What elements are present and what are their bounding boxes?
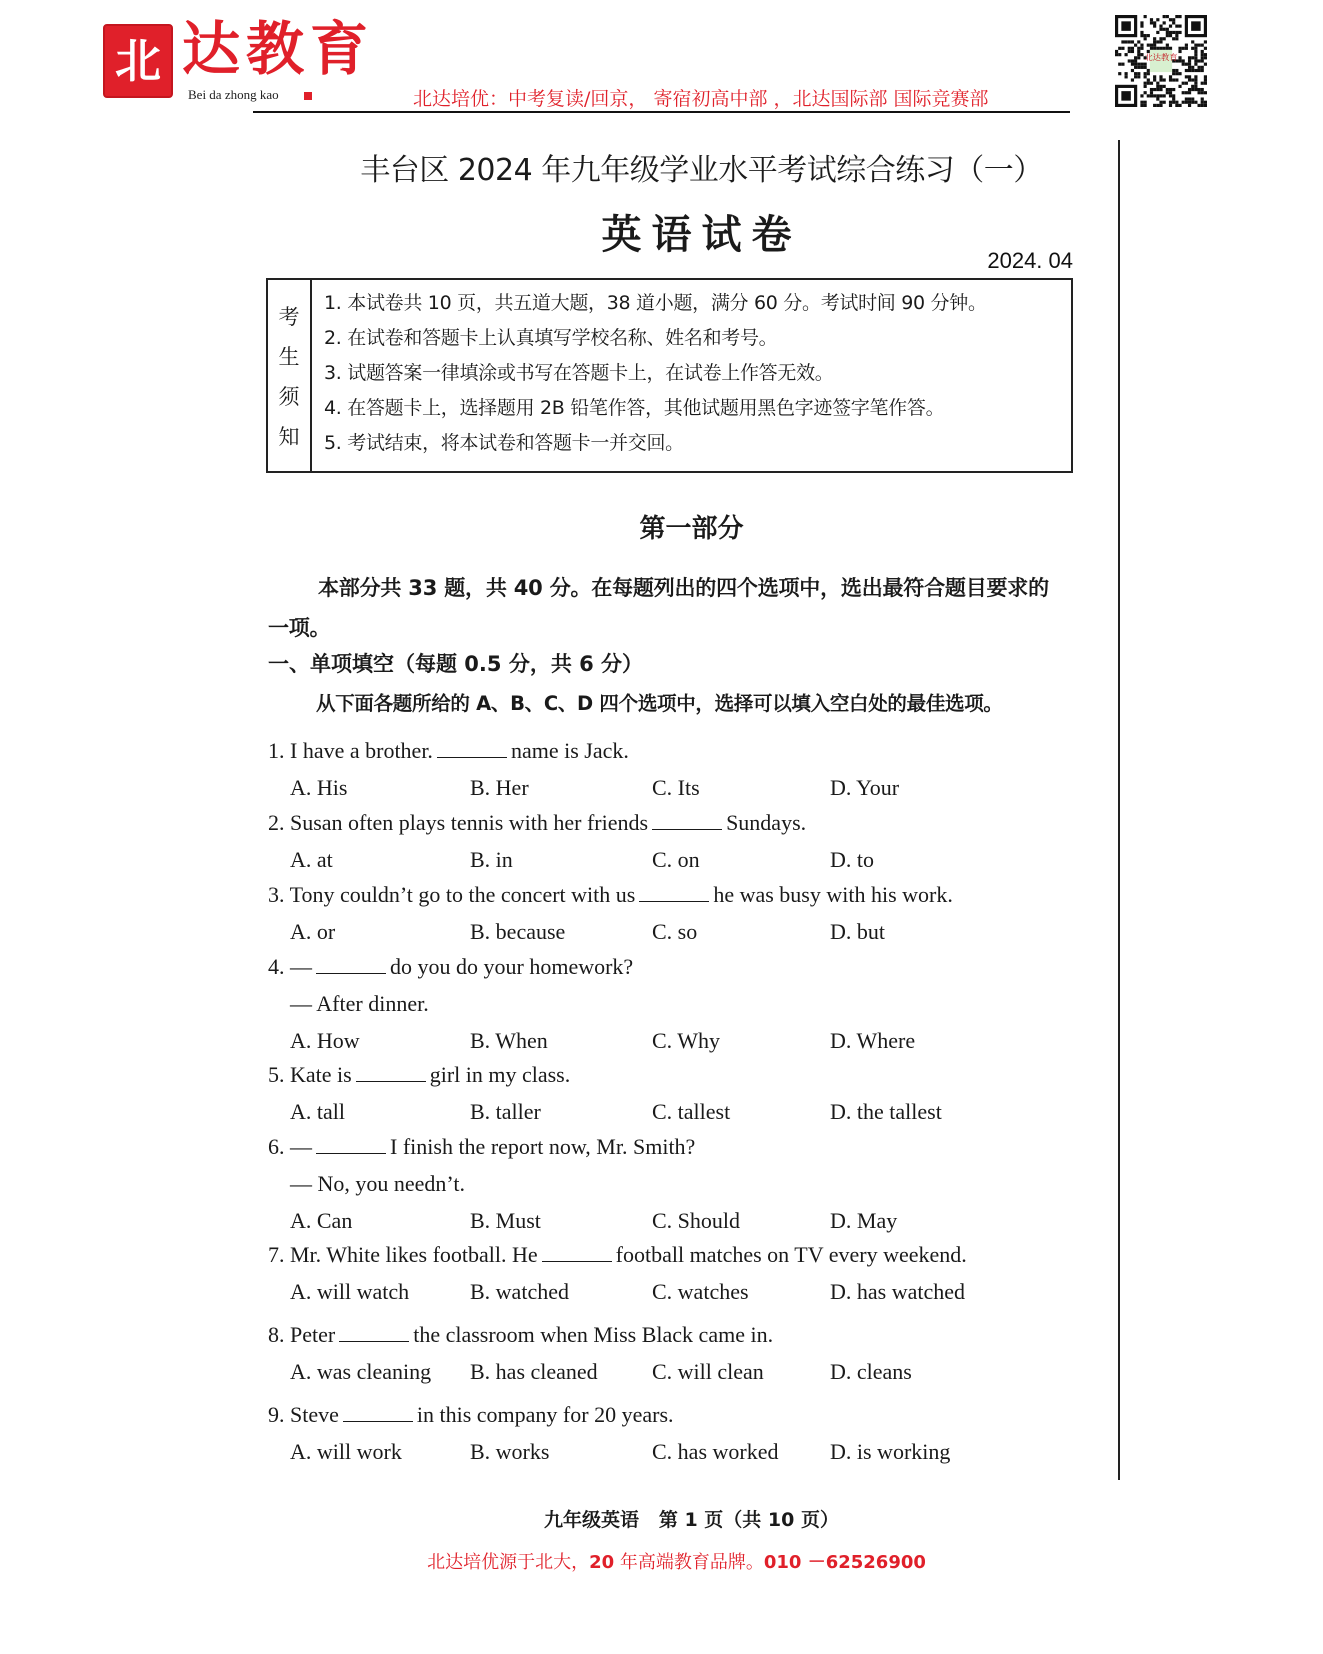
logo-subtitle: Bei da zhong kao <box>188 87 279 102</box>
notice-label-char: 知 <box>278 424 300 449</box>
notice-item: 1. 本试卷共 10 页，共五道大题，38 道小题，满分 60 分。考试时间 90 分钟。 <box>324 292 987 314</box>
notice-items <box>312 280 1071 471</box>
answer-option: B. taller <box>470 1099 541 1124</box>
answer-blank <box>316 1135 386 1154</box>
question-text: 6. — <box>268 1134 312 1159</box>
logo-mark <box>103 24 173 98</box>
header-slogan: 北达培优：中考复读/回京， 寄宿初高中部 ，北达国际部 国际竞赛部 <box>413 88 989 110</box>
answer-blank <box>652 811 722 830</box>
question-text: — After dinner. <box>290 991 429 1016</box>
answer-option: C. on <box>652 847 700 872</box>
answer-option: A. tall <box>290 1099 345 1124</box>
answer-option: C. Should <box>652 1208 741 1233</box>
page-number-footer: 九年级英语 第 1 页（共 10 页） <box>544 1509 839 1531</box>
answer-option: D. May <box>830 1208 898 1233</box>
answer-blank <box>639 883 709 902</box>
qr-code-icon <box>1115 15 1207 107</box>
answer-blank <box>542 1243 612 1262</box>
answer-blank <box>316 955 386 974</box>
promo-text: 年高端教育品牌。 <box>614 1552 764 1573</box>
promo-years: 20 <box>589 1552 615 1573</box>
answer-blank <box>437 739 507 758</box>
answer-option: A. His <box>290 775 348 800</box>
question-text: — No, you needn’t. <box>290 1171 465 1196</box>
answer-option: C. so <box>652 919 698 944</box>
answer-option: D. cleans <box>830 1359 912 1384</box>
question-text: 7. Mr. White likes football. He <box>268 1242 538 1267</box>
answer-option: D. Your <box>830 775 900 800</box>
question-text: 2. Susan often plays tennis with her friends <box>268 810 649 835</box>
question-text: in this company for 20 years. <box>416 1402 674 1427</box>
answer-option: D. has watched <box>830 1279 966 1304</box>
candidate-notice-box <box>266 278 1073 473</box>
answer-option: A. will work <box>290 1439 402 1464</box>
question-text: he was busy with his work. <box>713 882 953 907</box>
header-divider <box>253 111 1070 113</box>
question-text: football matches on TV every weekend. <box>615 1242 967 1267</box>
answer-option: D. but <box>830 919 885 944</box>
question-text: 8. Peter <box>268 1322 336 1347</box>
question-text: I finish the report now, Mr. Smith? <box>390 1134 696 1159</box>
notice-item: 3. 试题答案一律填涂或书写在答题卡上，在试卷上作答无效。 <box>324 362 834 384</box>
exam-date: 2024. 04 <box>987 248 1073 273</box>
question-reply <box>290 1171 465 1197</box>
answer-option: D. to <box>830 847 874 872</box>
exam-subtitle: 英语试卷 <box>601 212 802 258</box>
question-text: do you do your homework? <box>390 954 634 979</box>
question-text: girl in my class. <box>429 1062 571 1087</box>
answer-option: D. Where <box>830 1028 916 1053</box>
question-stem <box>268 1134 695 1160</box>
answer-option: C. has worked <box>652 1439 779 1464</box>
part-description: 本部分共 33 题，共 40 分。在每题列出的四个选项中，选出最符合题目要求的一项。 <box>268 576 1049 640</box>
answer-option: A. or <box>290 919 336 944</box>
answer-option: C. will clean <box>652 1359 764 1384</box>
answer-option: A. Can <box>290 1208 353 1233</box>
question-text: Sundays. <box>726 810 807 835</box>
notice-label-char: 须 <box>278 384 300 409</box>
answer-option: B. works <box>470 1439 550 1464</box>
logo-square-mark <box>304 92 312 100</box>
logo-text: 达教育 <box>182 15 375 83</box>
question-stem <box>268 1062 570 1088</box>
promo-footer <box>0 1548 1323 1574</box>
answer-option: B. has cleaned <box>470 1359 598 1384</box>
notice-item: 4. 在答题卡上，选择题用 2B 铅笔作答，其他试题用黑色字迹签字笔作答。 <box>324 397 945 419</box>
answer-option: B. When <box>470 1028 548 1053</box>
logo-mark-text: 北 <box>115 34 161 88</box>
question-stem <box>268 882 953 908</box>
notice-item: 5. 考试结束，将本试卷和答题卡一并交回。 <box>324 432 684 454</box>
question-stem <box>268 954 633 980</box>
answer-option: C. Its <box>652 775 700 800</box>
answer-blank <box>339 1323 409 1342</box>
notice-item: 2. 在试卷和答题卡上认真填写学校名称、姓名和考号。 <box>324 327 778 349</box>
answer-option: B. because <box>470 919 566 944</box>
answer-option: B. in <box>470 847 513 872</box>
question-text: 3. Tony couldn’t go to the concert with us <box>268 882 636 907</box>
answer-option: B. Her <box>470 775 529 800</box>
question-text: 9. Steve <box>268 1402 339 1427</box>
binding-margin-line <box>1118 140 1120 1480</box>
question-text: name is Jack. <box>510 738 629 763</box>
answer-option: C. Why <box>652 1028 721 1053</box>
answer-option: A. will watch <box>290 1279 410 1304</box>
question-stem <box>268 1402 674 1428</box>
answer-blank <box>356 1063 426 1082</box>
notice-label <box>268 280 312 471</box>
answer-option: C. watches <box>652 1279 749 1304</box>
notice-label-char: 考 <box>278 304 300 329</box>
part-title: 第一部分 <box>639 514 744 544</box>
answer-option: A. How <box>290 1028 360 1053</box>
notice-label-char: 生 <box>278 344 300 369</box>
question-stem <box>268 1242 967 1268</box>
section-heading: 一、单项填空（每题 0.5 分，共 6 分） <box>268 652 644 676</box>
answer-option: B. watched <box>470 1279 569 1304</box>
qr-center-text: 北达教育 <box>1144 52 1178 63</box>
answer-option: D. is working <box>830 1439 951 1464</box>
answer-option: C. tallest <box>652 1099 731 1124</box>
promo-text: 北达培优源于北大， <box>427 1552 590 1573</box>
question-text: 1. I have a brother. <box>268 738 433 763</box>
question-stem <box>268 1322 773 1348</box>
question-stem <box>268 738 629 764</box>
exam-title: 丰台区 2024 年九年级学业水平考试综合练习（一） <box>360 153 1043 188</box>
question-stem <box>268 810 806 836</box>
answer-option: A. was cleaning <box>290 1359 432 1384</box>
section-instruction: 从下面各题所给的 A、B、C、D 四个选项中，选择可以填入空白处的最佳选项。 <box>316 692 1003 715</box>
answer-option: B. Must <box>470 1208 541 1233</box>
question-text: 4. — <box>268 954 312 979</box>
question-text: the classroom when Miss Black came in. <box>413 1322 774 1347</box>
answer-option: A. at <box>290 847 333 872</box>
question-text: 5. Kate is <box>268 1062 352 1087</box>
question-reply <box>290 991 429 1017</box>
answer-blank <box>343 1403 413 1422</box>
promo-phone: 010 －62526900 <box>763 1552 926 1573</box>
answer-option: D. the tallest <box>830 1099 942 1124</box>
